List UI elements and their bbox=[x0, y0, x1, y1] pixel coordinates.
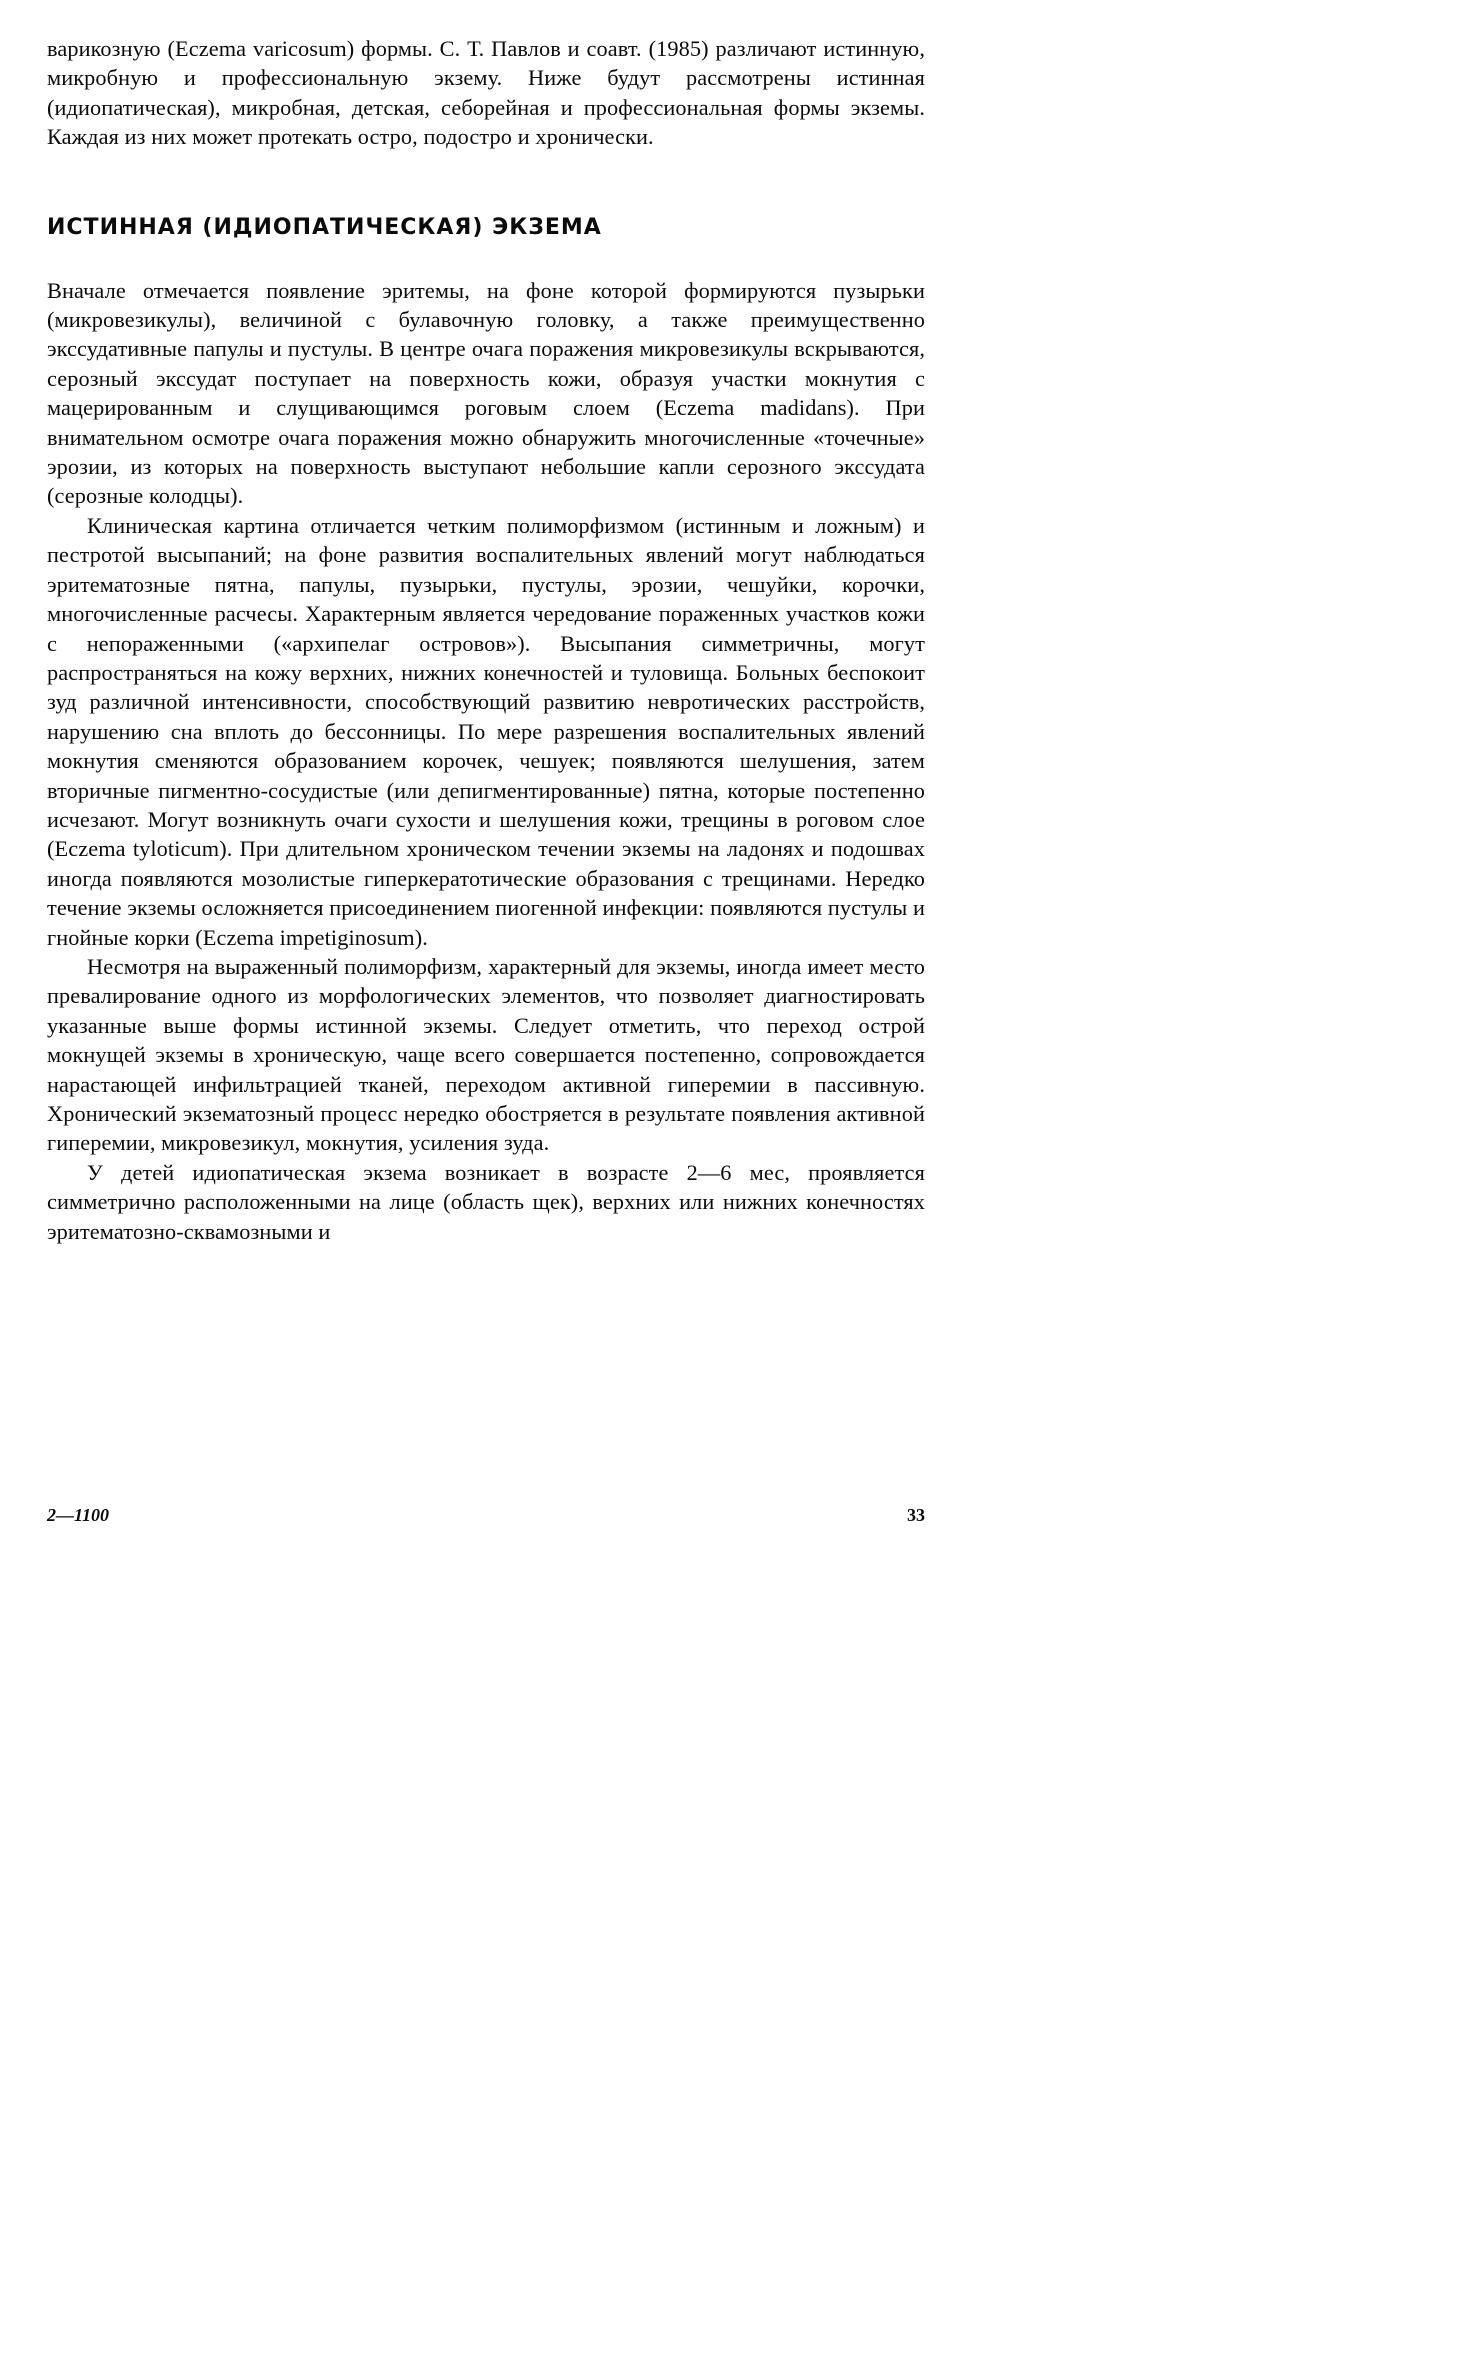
paragraph-onset: Вначале отмечается появление эритемы, на фоне которой формируются пузырьки (микровезикулы), величиной с булавочную головку, а также преимущественно экссудативные папулы и пустулы. В центре очага поражения микровезикулы вскрываются, серозный экссудат поступает на поверхность кожи, образуя участки мокнутия с мацерированным и слущивающимся роговым слоем (Eczema madidans). При внимательном осмотре очага поражения можно обнаружить многочисленные «точечные» эрозии, из которых на поверхность выступают небольшие капли серозного экссудата (серозные колодцы). bbox=[47, 277, 925, 509]
paragraph-polymorphism: Несмотря на выраженный полиморфизм, характерный для экземы, иногда имеет место превалирование одного из морфологических элементов, что позволяет диагностировать указанные выше формы истинной экземы. Следует отметить, что переход острой мокнущей экземы в хроническую, чаще всего совершается постепенно, сопровождается нарастающей инфильтрацией тканей, переходом активной гиперемии в пассивную. Хронический экзематозный процесс нередко обостряется в результате появления активной гиперемии, микровезикул, мокнутия, усиления зуда. bbox=[47, 953, 925, 1156]
intro-paragraph: варикозную (Eczema varicosum) формы. С. Т. Павлов и соавт. (1985) различают истинную, микробную и профессиональную экзему. Ниже будут рассмотрены истинная (идиопатическая), микробная, детская, себорейная и профессиональная формы экземы. Каждая из них может протекать остро, подостро и хронически. bbox=[47, 36, 925, 150]
printer-signature: 2—1100 bbox=[47, 1505, 110, 1525]
page-number: 33 bbox=[907, 1505, 925, 1525]
book-page bbox=[47, 34, 925, 1246]
page-footer bbox=[47, 1505, 925, 1531]
paragraph-children: У детей идиопатическая экзема возникает в возрасте 2—6 мес, проявляется симметрично расположенными на лице (область щек), верхних или нижних конечностях эритематозно-сквамозными и bbox=[47, 1159, 925, 1244]
paragraph-clinical-picture: Клиническая картина отличается четким полиморфизмом (истинным и ложным) и пестротой высыпаний; на фоне развития воспалительных явлений могут наблюдаться эритематозные пятна, папулы, пузырьки, пустулы, эрозии, чешуйки, корочки, многочисленные расчесы. Характерным является чередование пораженных участков кожи с непораженными («архипелаг островов»). Высыпания симметричны, могут распространяться на кожу верхних, нижних конечностей и туловища. Больных беспокоит зуд различной интенсивности, способствующий развитию невротических расстройств, нарушению сна вплоть до бессонницы. По мере разрешения воспалительных явлений мокнутия сменяются образованием корочек, чешуек; появляются шелушения, затем вторичные пигментно-сосудистые (или депигментированные) пятна, которые постепенно исчезают. Могут возникнуть очаги сухости и шелушения кожи, трещины в роговом слое (Eczema tyloticum). При длительном хроническом течении экземы на ладонях и подошвах иногда появляются мозолистые гиперкератотические образования с трещинами. Нередко течение экземы осложняется присоединением пиогенной инфекции: появляются пустулы и гнойные корки (Eczema impetiginosum). bbox=[47, 512, 925, 950]
section-heading: ИСТИННАЯ (ИДИОПАТИЧЕСКАЯ) ЭКЗЕМА bbox=[47, 214, 602, 240]
